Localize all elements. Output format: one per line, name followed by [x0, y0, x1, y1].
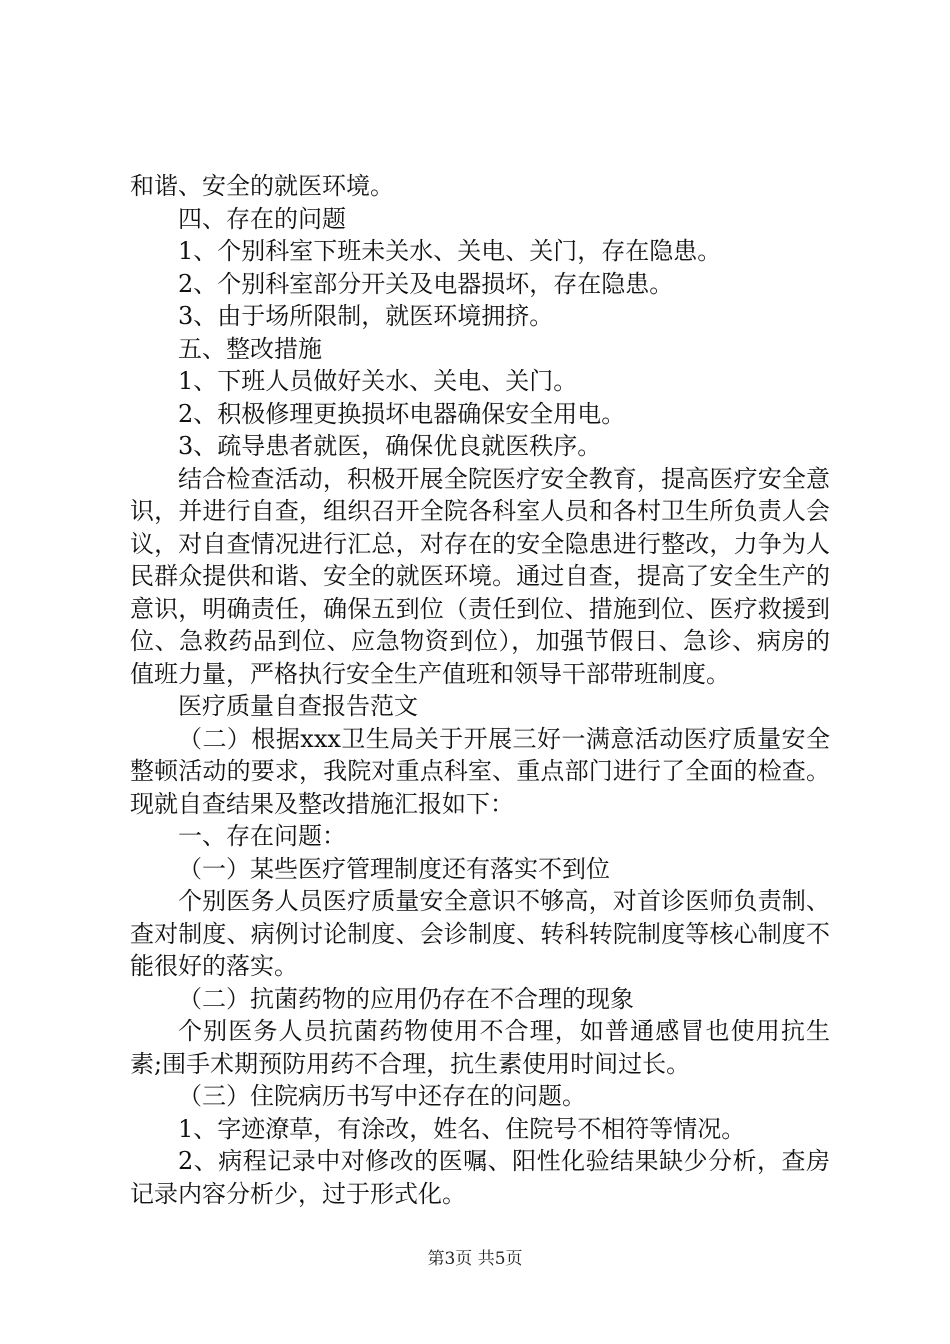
- paragraph: 和谐、安全的就医环境。: [130, 172, 394, 200]
- paragraph: 医疗质量自查报告范文: [178, 692, 418, 720]
- paragraph: 2、病程记录中对修改的医嘱、阳性化验结果缺少分析，查房记录内容分析少，过于形式化。: [130, 1147, 830, 1208]
- paragraph: 五、整改措施: [178, 334, 322, 363]
- paragraph: 一、存在问题：: [178, 822, 346, 850]
- paragraph: （一）某些医疗管理制度还有落实不到位: [178, 854, 610, 883]
- paragraph: （二）根据xxx卫生局关于开展三好一满意活动医疗质量安全整顿活动的要求，我院对重点科室、重点部门进行了全面的检查。现就自查结果及整改措施汇报如下：: [130, 724, 830, 818]
- paragraph: 个别医务人员抗菌药物使用不合理，如普通感冒也使用抗生素;围手术期预防用药不合理，抗生素使用时间过长。: [130, 1017, 830, 1078]
- paragraph: （二）抗菌药物的应用仍存在不合理的现象: [178, 984, 634, 1013]
- paragraph: 1、下班人员做好关水、关电、关门。: [178, 367, 578, 395]
- paragraph: 结合检查活动，积极开展全院医疗安全教育，提高医疗安全意识，并进行自查，组织召开全院各科室人员和各村卫生所负责人会议，对自查情况进行汇总，对存在的安全隐患进行整改，力争为人民群众提供和谐、安全的就医环境。通过自查，提高了安全生产的意识，明确责任，确保五到位（责任到位、措施到位、医疗救援到位、急救药品到位、应急物资到位），加强节假日、急诊、病房的值班力量，严格执行安全生产值班和领导干部带班制度。: [130, 464, 830, 688]
- page-footer: 第3页 共5页: [427, 1249, 523, 1269]
- paragraph: 四、存在的问题: [178, 204, 346, 233]
- paragraph: 2、积极修理更换损坏电器确保安全用电。: [178, 399, 626, 428]
- paragraph: 1、字迹潦草，有涂改，姓名、住院号不相符等情况。: [178, 1114, 746, 1143]
- paragraph: 2、个别科室部分开关及电器损坏，存在隐患。: [178, 269, 674, 298]
- paragraph: （三）住院病历书写中还存在的问题。: [178, 1082, 586, 1110]
- paragraph: 3、疏导患者就医，确保优良就医秩序。: [178, 432, 602, 460]
- paragraph: 个别医务人员医疗质量安全意识不够高，对首诊医师负责制、查对制度、病例讨论制度、会诊制度、转科转院制度等核心制度不能很好的落实。: [130, 887, 830, 980]
- document-body: [130, 170, 830, 1210]
- paragraph: 3、由于场所限制，就医环境拥挤。: [178, 302, 554, 330]
- paragraph: 1、个别科室下班未关水、关电、关门，存在隐患。: [178, 237, 722, 265]
